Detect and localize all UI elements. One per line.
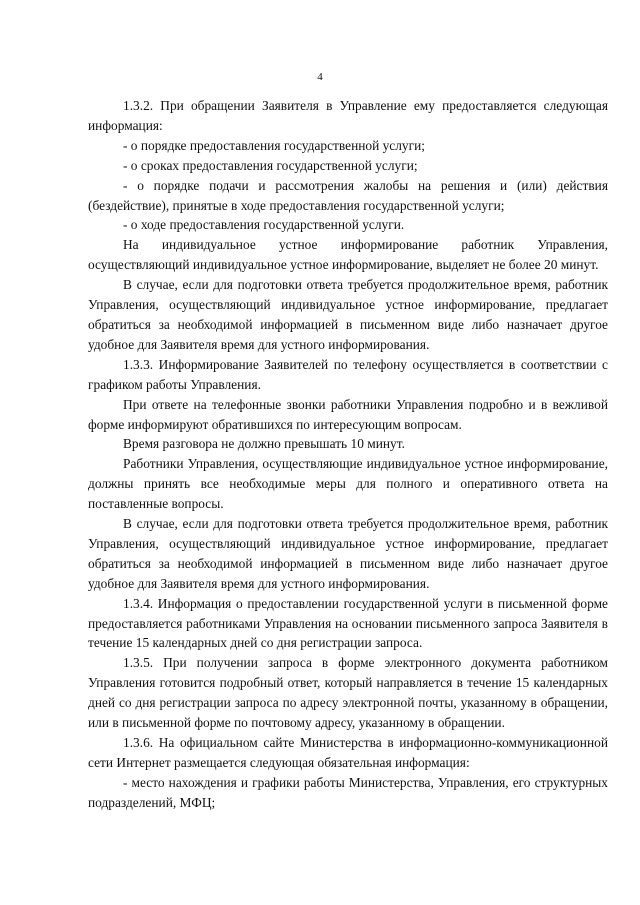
list-item-order: - о порядке предоставления государственной услуги; xyxy=(123,137,426,153)
paragraph-phone-calls: При ответе на телефонные звонки работники Управления подробно и в вежливой форме информируют обратившихся по интересующим вопросам. xyxy=(88,396,608,432)
paragraph-1-3-4: 1.3.4. Информация о предоставлении государственной услуги в письменной форме предоставляется работниками Управления на основании письменного запроса Заявителя в течение 15 календарных дней со дня регистрации запроса. xyxy=(88,595,608,651)
paragraph-individual-oral: На индивидуальное устное информирование работник Управления, осуществляющий индивидуальное устное информирование, выделяет не более 20 минут. xyxy=(88,237,608,273)
paragraph-call-duration: Время разговора не должно превышать 10 минут. xyxy=(123,436,405,452)
list-item-terms: - о сроках предоставления государственной услуги; xyxy=(123,157,418,173)
paragraph-1-3-2: 1.3.2. При обращении Заявителя в Управление ему предоставляется следующая информация: xyxy=(88,98,608,133)
paragraph-long-answer: В случае, если для подготовки ответа требуется продолжительное время, работник Управления, осуществляющий индивидуальное устное информирование, предлагает обратиться за необходимой информацией в письменном виде либо назначает другое удобное для Заявителя время для устного информирования. xyxy=(88,277,608,352)
list-item-progress: - о ходе предоставления государственной услуги. xyxy=(123,217,405,233)
paragraph-1-3-5: 1.3.5. При получении запроса в форме электронного документа работником Управления готовится подробный ответ, который направляется в течение 15 календарных дней со дня регистрации запроса по адресу электронной почты, указанному в обращении, или в письменной форме по почтовому адресу, указанному в обращении. xyxy=(88,655,608,731)
paragraph-long-answer-repeat: В случае, если для подготовки ответа требуется продолжительное время, работник Управления, осуществляющий индивидуальное устное информирование, предлагает обратиться за необходимой информацией в письменном виде либо назначает другое удобное для Заявителя время для устного информирования. xyxy=(88,516,608,591)
document-body xyxy=(88,96,608,813)
paragraph-1-3-6: 1.3.6. На официальном сайте Министерства в информационно-коммуникационной сети Интернет размещается следующая обязательная информация: xyxy=(88,735,608,770)
page-number: 4 xyxy=(317,71,323,83)
list-item-complaints: - о порядке подачи и рассмотрения жалобы на решения и (или) действия (бездействие), принятые в ходе предоставления государственной услуги; xyxy=(88,177,608,213)
paragraph-employees-measures: Работники Управления, осуществляющие индивидуальное устное информирование, должны принять все необходимые меры для полного и оперативного ответа на поставленные вопросы. xyxy=(88,456,608,512)
list-item-locations: - место нахождения и графики работы Министерства, Управления, его структурных подразделений, МФЦ; xyxy=(88,774,608,810)
paragraph-1-3-3: 1.3.3. Информирование Заявителей по телефону осуществляется в соответствии с графиком работы Управления. xyxy=(88,356,608,392)
